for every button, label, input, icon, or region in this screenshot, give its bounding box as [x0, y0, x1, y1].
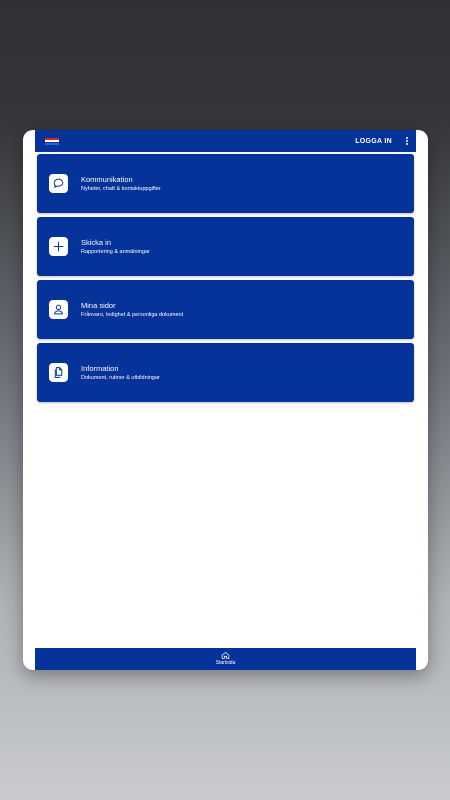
card-subtitle: Nyheter, chatt & kontaktuppgifter	[81, 185, 161, 192]
card-mina-sidor[interactable]	[37, 280, 414, 339]
login-button[interactable]: LOGGA IN	[355, 137, 392, 145]
card-title: Mina sidor	[81, 300, 116, 310]
bottom-navigation	[35, 648, 416, 670]
card-title: Skicka in	[81, 237, 112, 247]
person-icon	[49, 300, 68, 319]
menu-cards	[37, 154, 414, 406]
documents-icon	[49, 363, 68, 382]
card-subtitle: Dokument, rutiner & utbildningar	[81, 374, 160, 381]
card-subtitle: Rapportering & anmälningar	[81, 248, 150, 255]
nav-label: Startsida	[215, 660, 236, 666]
plus-icon	[49, 237, 68, 256]
card-title: Information	[81, 363, 119, 373]
nav-item-startsida[interactable]	[216, 651, 236, 667]
chat-bubble-icon	[49, 174, 68, 193]
card-information[interactable]	[37, 343, 414, 402]
card-title: Kommunikation	[81, 174, 133, 184]
flag-logo-icon[interactable]	[45, 137, 59, 146]
app-window	[23, 130, 428, 670]
more-vertical-icon[interactable]	[404, 135, 410, 147]
card-subtitle: Frånvaro, ledighet & personliga dokument	[81, 311, 184, 318]
card-kommunikation[interactable]	[37, 154, 414, 213]
card-skicka-in[interactable]	[37, 217, 414, 276]
home-icon	[221, 651, 230, 660]
top-app-bar	[35, 130, 416, 152]
